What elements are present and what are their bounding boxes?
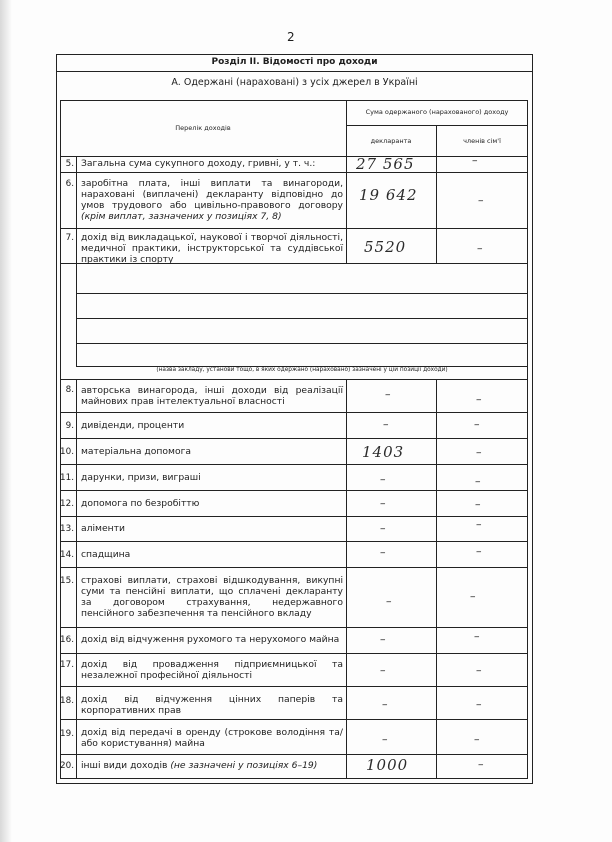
row-number: 12. (60, 499, 74, 509)
row-number: 20. (60, 761, 74, 771)
declarant-value: – (380, 497, 387, 510)
row-label: страхові виплати, страхові відшкодування, викупні суми та пенсійні виплати, що сплачені декларанту за договором страхування, недержавного пенсійного забезпечення та пенсійного вкладу (81, 575, 343, 619)
row-number: 11. (60, 473, 74, 483)
declarant-value: – (380, 546, 387, 559)
family-value: – (478, 758, 485, 771)
header-divider (346, 125, 528, 126)
blank-line (76, 293, 528, 294)
row-label: Загальна сума сукупного доходу, гривні, у т. ч.: (81, 158, 316, 169)
row-line (60, 412, 528, 413)
row-number: 18. (60, 696, 74, 706)
family-value: – (475, 498, 482, 511)
institution-note: (назва закладу, установи тощо, в яких одержано (нараховано) зазначені у цій позиції доходи) (156, 367, 448, 373)
family-value: – (475, 475, 482, 488)
row-line (60, 379, 528, 380)
row-line (60, 541, 528, 542)
row-label: дивіденди, проценти (81, 420, 185, 431)
declarant-value: – (382, 733, 389, 746)
family-value: – (476, 446, 483, 459)
family-value: – (476, 545, 483, 558)
subsection-title: А. Одержані (нараховані) з усіх джерел в Україні (171, 77, 418, 88)
row-label: авторська винагорода, інші доходи від реалізації майнових прав інтелектуальної власності (81, 385, 343, 407)
header-list: Перелік доходів (175, 124, 231, 132)
declarant-value: 5520 (364, 238, 407, 256)
declarant-value: – (380, 473, 387, 486)
page-number: 2 (287, 30, 295, 44)
header-family: членів сім'ї (463, 137, 501, 145)
header-bottom-line (60, 156, 528, 157)
family-value: – (477, 242, 484, 255)
row-number: 14. (60, 550, 74, 560)
declarant-value: – (386, 595, 393, 608)
row-line (60, 653, 528, 654)
family-value: – (478, 194, 485, 207)
declarant-value: – (380, 664, 387, 677)
declarant-value: – (382, 698, 389, 711)
row-label: матеріальна допомога (81, 446, 192, 457)
family-value: – (474, 733, 481, 746)
row-line (60, 719, 528, 720)
family-value: – (476, 518, 483, 531)
family-value: – (472, 154, 479, 167)
family-value: – (470, 590, 477, 603)
blank-line (76, 343, 528, 344)
row-label: дохід від викладацької, наукової і творчої діяльності, медичної практики, інструкторської та суддівської практики із спорту (81, 232, 343, 265)
row-line (60, 464, 528, 465)
row-number: 13. (60, 524, 74, 534)
scan-edge-shadow (0, 0, 12, 842)
row-line (60, 172, 528, 173)
row-number: 17. (60, 660, 74, 670)
section-title: Розділ ІІ. Відомості про доходи (56, 54, 533, 72)
row-label: заробітна плата, інші виплати та винагороди, нараховані (виплачені) декларанту відповідно до умов трудового або цивільно-правового договору (крім виплат, зазначених у позиціях 7, 8) (81, 178, 343, 222)
family-value: – (474, 630, 481, 643)
header-declarant: декларанта (370, 137, 412, 145)
family-value: – (476, 393, 483, 406)
row-number: 7. (65, 233, 74, 243)
row-number: 8. (65, 385, 74, 395)
declarant-value: 1000 (366, 756, 409, 774)
family-value: – (476, 698, 483, 711)
row-line (60, 686, 528, 687)
row-number: 15. (60, 576, 74, 586)
row-line (60, 438, 528, 439)
row-line (60, 567, 528, 568)
row-number: 10. (60, 447, 74, 457)
declarant-value: – (380, 522, 387, 535)
declarant-value: – (385, 388, 392, 401)
row-number: 6. (65, 179, 74, 189)
declarant-value: 1403 (362, 443, 405, 461)
family-value: – (476, 664, 483, 677)
declarant-value: 27 565 (356, 155, 415, 173)
declarant-value: 19 642 (359, 186, 418, 204)
num-col-line (76, 263, 77, 366)
row-label: дохід від провадження підприємницької та незалежної професійної діяльності (81, 659, 343, 681)
row-number: 16. (60, 635, 74, 645)
row-label: дохід від передачі в оренду (строкове володіння та/або користування) майна (81, 727, 343, 749)
row-label: дохід від відчуження рухомого та нерухомого майна (81, 634, 340, 645)
row-line (60, 754, 528, 755)
declarant-value: – (380, 633, 387, 646)
row-line (60, 627, 528, 628)
declarant-value: – (383, 418, 390, 431)
row-label: аліменти (81, 523, 125, 534)
row-label: спадщина (81, 549, 131, 560)
family-value: – (474, 418, 481, 431)
row-line (60, 490, 528, 491)
row-number: 19. (60, 729, 74, 739)
row-label: інші види доходів (не зазначені у позиціях 6–19) (81, 760, 318, 771)
row-line (60, 516, 528, 517)
row-label: допомога по безробіттю (81, 498, 200, 509)
row-label: дохід від відчуження цінних паперів та корпоративних прав (81, 694, 343, 716)
row-line (60, 228, 528, 229)
row-number: 5. (65, 159, 74, 169)
header-amount: Сума одержаного (нарахованого) доходу (365, 108, 509, 116)
row-number: 9. (65, 421, 74, 431)
blank-line (76, 318, 528, 319)
row-label: дарунки, призи, виграші (81, 472, 201, 483)
